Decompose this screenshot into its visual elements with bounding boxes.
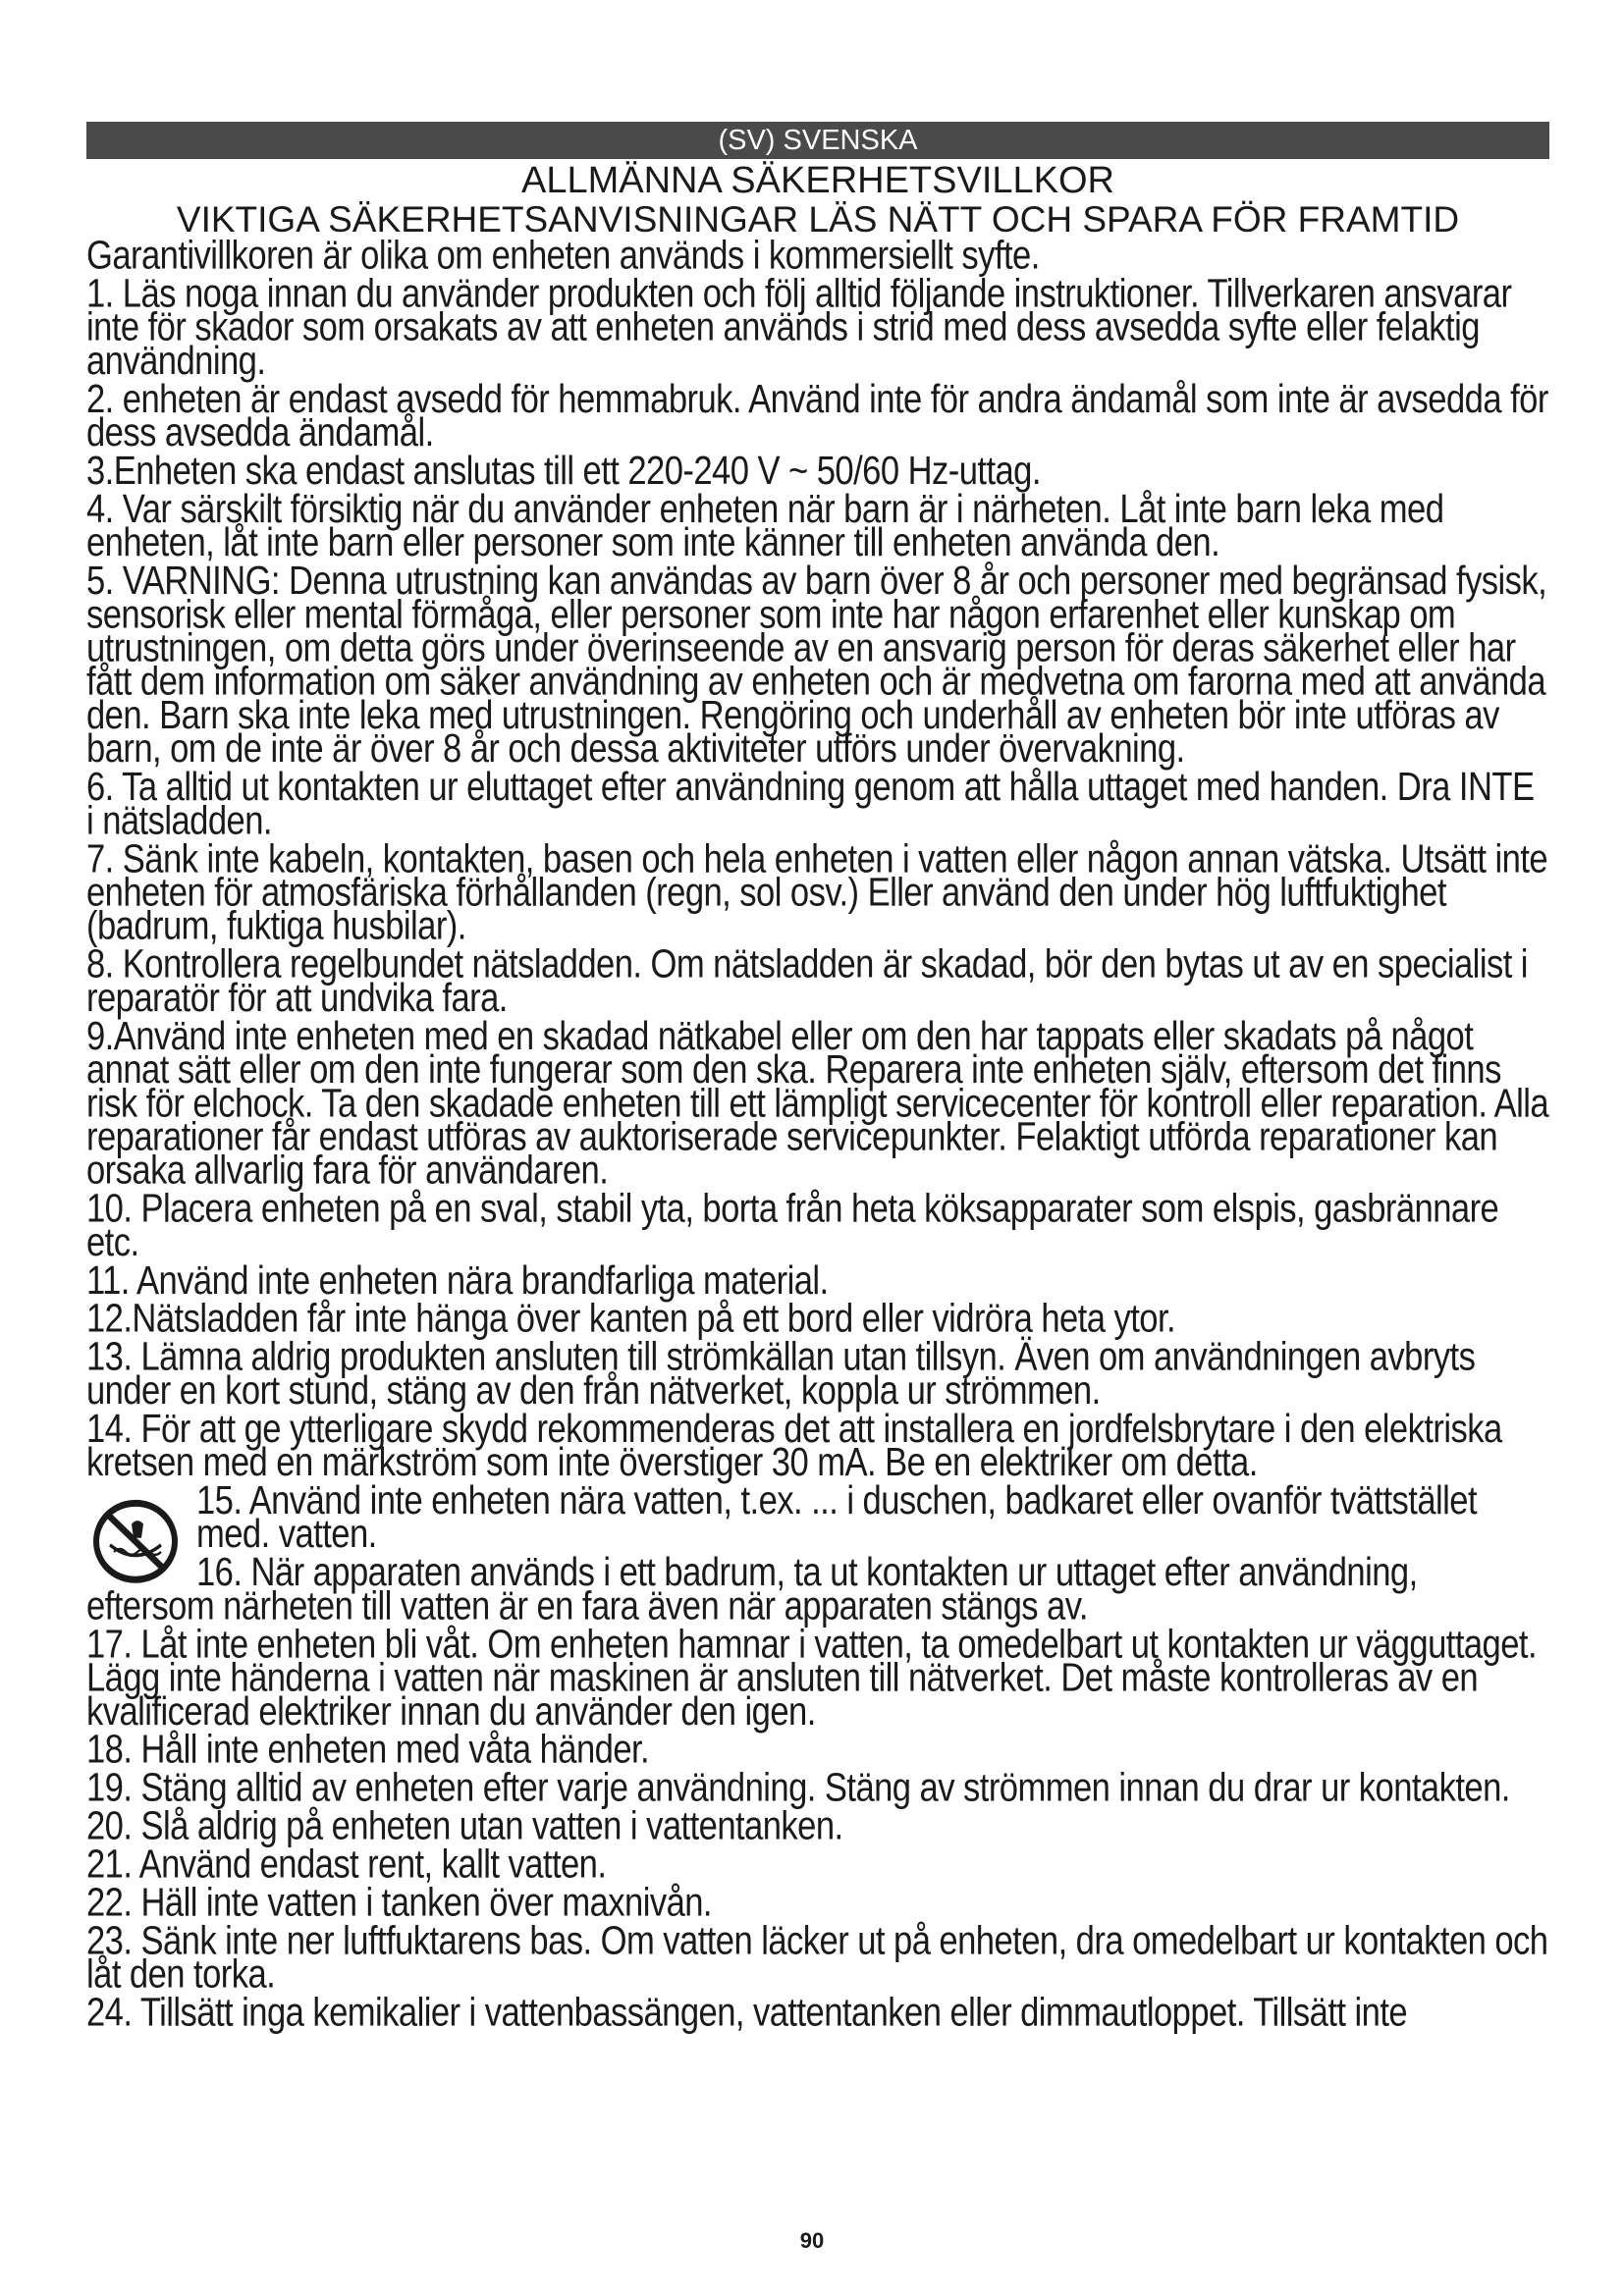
instruction-item: 8. Kontrollera regelbundet nätsladden. Om nätsladden är skadad, bör den bytas ut av en specialist i reparatör för att undvika fara. [86, 942, 1528, 1021]
instruction-item: 1. Läs noga innan du använder produkten och följ alltid följande instruktioner. Tillverkaren ansvarar inte för skador som orsakats av att enheten används i strid med dess avsedda syfte eller felaktig användning. [86, 272, 1512, 384]
instruction-item: 13. Lämna aldrig produkten ansluten till strömkällan utan tillsyn. Även om användningen avbryts under en kort stund, stäng av den från nätverket, koppla ur strömmen. [86, 1335, 1476, 1414]
safety-instructions [86, 234, 1549, 2035]
document-title: ALLMÄNNA SÄKERHETSVILLKOR [521, 160, 1114, 201]
instruction-item: 18. Håll inte enheten med våta händer. [86, 1728, 650, 1773]
instruction-item-continuation: eftersom närheten till vatten är en fara även när apparaten stängs av. [86, 1583, 1088, 1629]
document-subtitle: VIKTIGA SÄKERHETSANVISNINGAR LÄS NÄTT OCH SPARA FÖR FRAMTID [176, 199, 1460, 240]
instruction-item: 9.Använd inte enheten med en skadad nätkabel eller om den har tappats eller skadats på något annat sätt eller om den inte fungerar som den ska. Reparera inte enheten själv, eftersom det finns risk för elchock. Ta den skadade enheten till ett lämpligt servicecenter för kontroll eller reparation. Alla reparationer får endast utföras av auktoriserade servicepunkter. Felaktigt utförda reparationer kan orsaka allvarlig fara för användaren. [86, 1014, 1549, 1194]
document-page [86, 122, 1549, 2035]
instruction-item-lead: 16. När apparaten används i ett badrum, ta ut kontakten ur uttaget efter användning, [196, 1550, 1418, 1595]
language-header-bar: (SV) SVENSKA [86, 122, 1549, 159]
instruction-item: 23. Sänk inte ner luftfuktarens bas. Om vatten läcker ut på enheten, dra omedelbart ur kontakten och låt den torka. [86, 1918, 1548, 1998]
instruction-item: 17. Låt inte enheten bli våt. Om enheten hamnar i vatten, ta omedelbart ut kontakten ur vägguttaget. Lägg inte händerna i vatten när maskinen är ansluten till nätverket. Det måste kontrolleras av en kvalificerad elektriker innan du använder den igen. [86, 1622, 1538, 1735]
instruction-item: 12.Nätsladden får inte hänga över kanten på ett bord eller vidröra heta ytor. [86, 1297, 1176, 1342]
instruction-item: 20. Slå aldrig på enheten utan vatten i vattentanken. [86, 1804, 843, 1849]
instruction-item: 24. Tillsätt inga kemikalier i vattenbassängen, vattentanken eller dimmautloppet. Tillsätt inte [86, 1991, 1408, 2035]
instruction-item: 2. enheten är endast avsedd för hemmabruk. Använd inte för andra ändamål som inte är avsedda för dess avsedda ändamål. [86, 377, 1548, 455]
instruction-item: 10. Placera enheten på en sval, stabil yta, borta från heta köksapparater som elspis, gasbrännare etc. [86, 1187, 1499, 1265]
instruction-item: 14. För att ge ytterligare skydd rekommenderas det att installera en jordfelsbrytare i den elektriska kretsen med en märkström som inte överstiger 30 mA. Be en elektriker om detta. [86, 1407, 1502, 1485]
instruction-item: 5. VARNING: Denna utrustning kan användas av barn över 8 år och personer med begränsad fysisk, sensorisk eller mental förmåga, eller personer som inte har någon erfarenhet eller kunskap om utrustningen, om detta görs under överinseende av en ansvarig person för deras säkerhet eller har fått dem information om säker användning av enheten och är medvetna om farorna med att använda den. Barn ska inte leka med utrustningen. Rengöring och underhåll av enheten bör inte utföras av barn, om de inte är över 8 år och dessa aktiviteter utförs under övervakning. [86, 559, 1547, 772]
warning-block [86, 1478, 1549, 1629]
instruction-item: 19. Stäng alltid av enheten efter varje användning. Stäng av strömmen innan du drar ur kontakten. [86, 1766, 1510, 1811]
instruction-item: 21. Använd endast rent, kallt vatten. [86, 1842, 607, 1887]
instruction-item: 6. Ta alltid ut kontakten ur eluttaget efter användning genom att hålla uttaget med handen. Dra INTE i nätsladden. [86, 765, 1535, 843]
no-water-bath-icon [88, 1494, 183, 1593]
instruction-item: 11. Använd inte enheten nära brandfarliga material. [86, 1258, 829, 1304]
instruction-item: 3.Enheten ska endast anslutas till ett 220-240 V ~ 50/60 Hz-uttag. [86, 449, 1041, 494]
instruction-item: 15. Använd inte enheten nära vatten, t.ex. ... i duschen, badkaret eller ovanför tvättstället med. vatten. [196, 1478, 1478, 1557]
instruction-item: 22. Häll inte vatten i tanken över maxnivån. [86, 1881, 712, 1925]
instruction-item: 4. Var särskilt försiktig när du använder enheten när barn är i närheten. Låt inte barn leka med enheten, låt inte barn eller personer som inte känner till enheten använda den. [86, 487, 1444, 565]
page-number: 90 [799, 2228, 825, 2253]
warranty-note: Garantivillkoren är olika om enheten används i kommersiellt syfte. [86, 234, 1040, 278]
instruction-item: 7. Sänk inte kabeln, kontakten, basen och hela enheten i vatten eller någon annan vätska. Utsätt inte enheten för atmosfäriska förhållanden (regn, sol osv.) Eller använd den under hög luftfuktighet (badrum, fuktiga husbilar). [86, 836, 1548, 949]
